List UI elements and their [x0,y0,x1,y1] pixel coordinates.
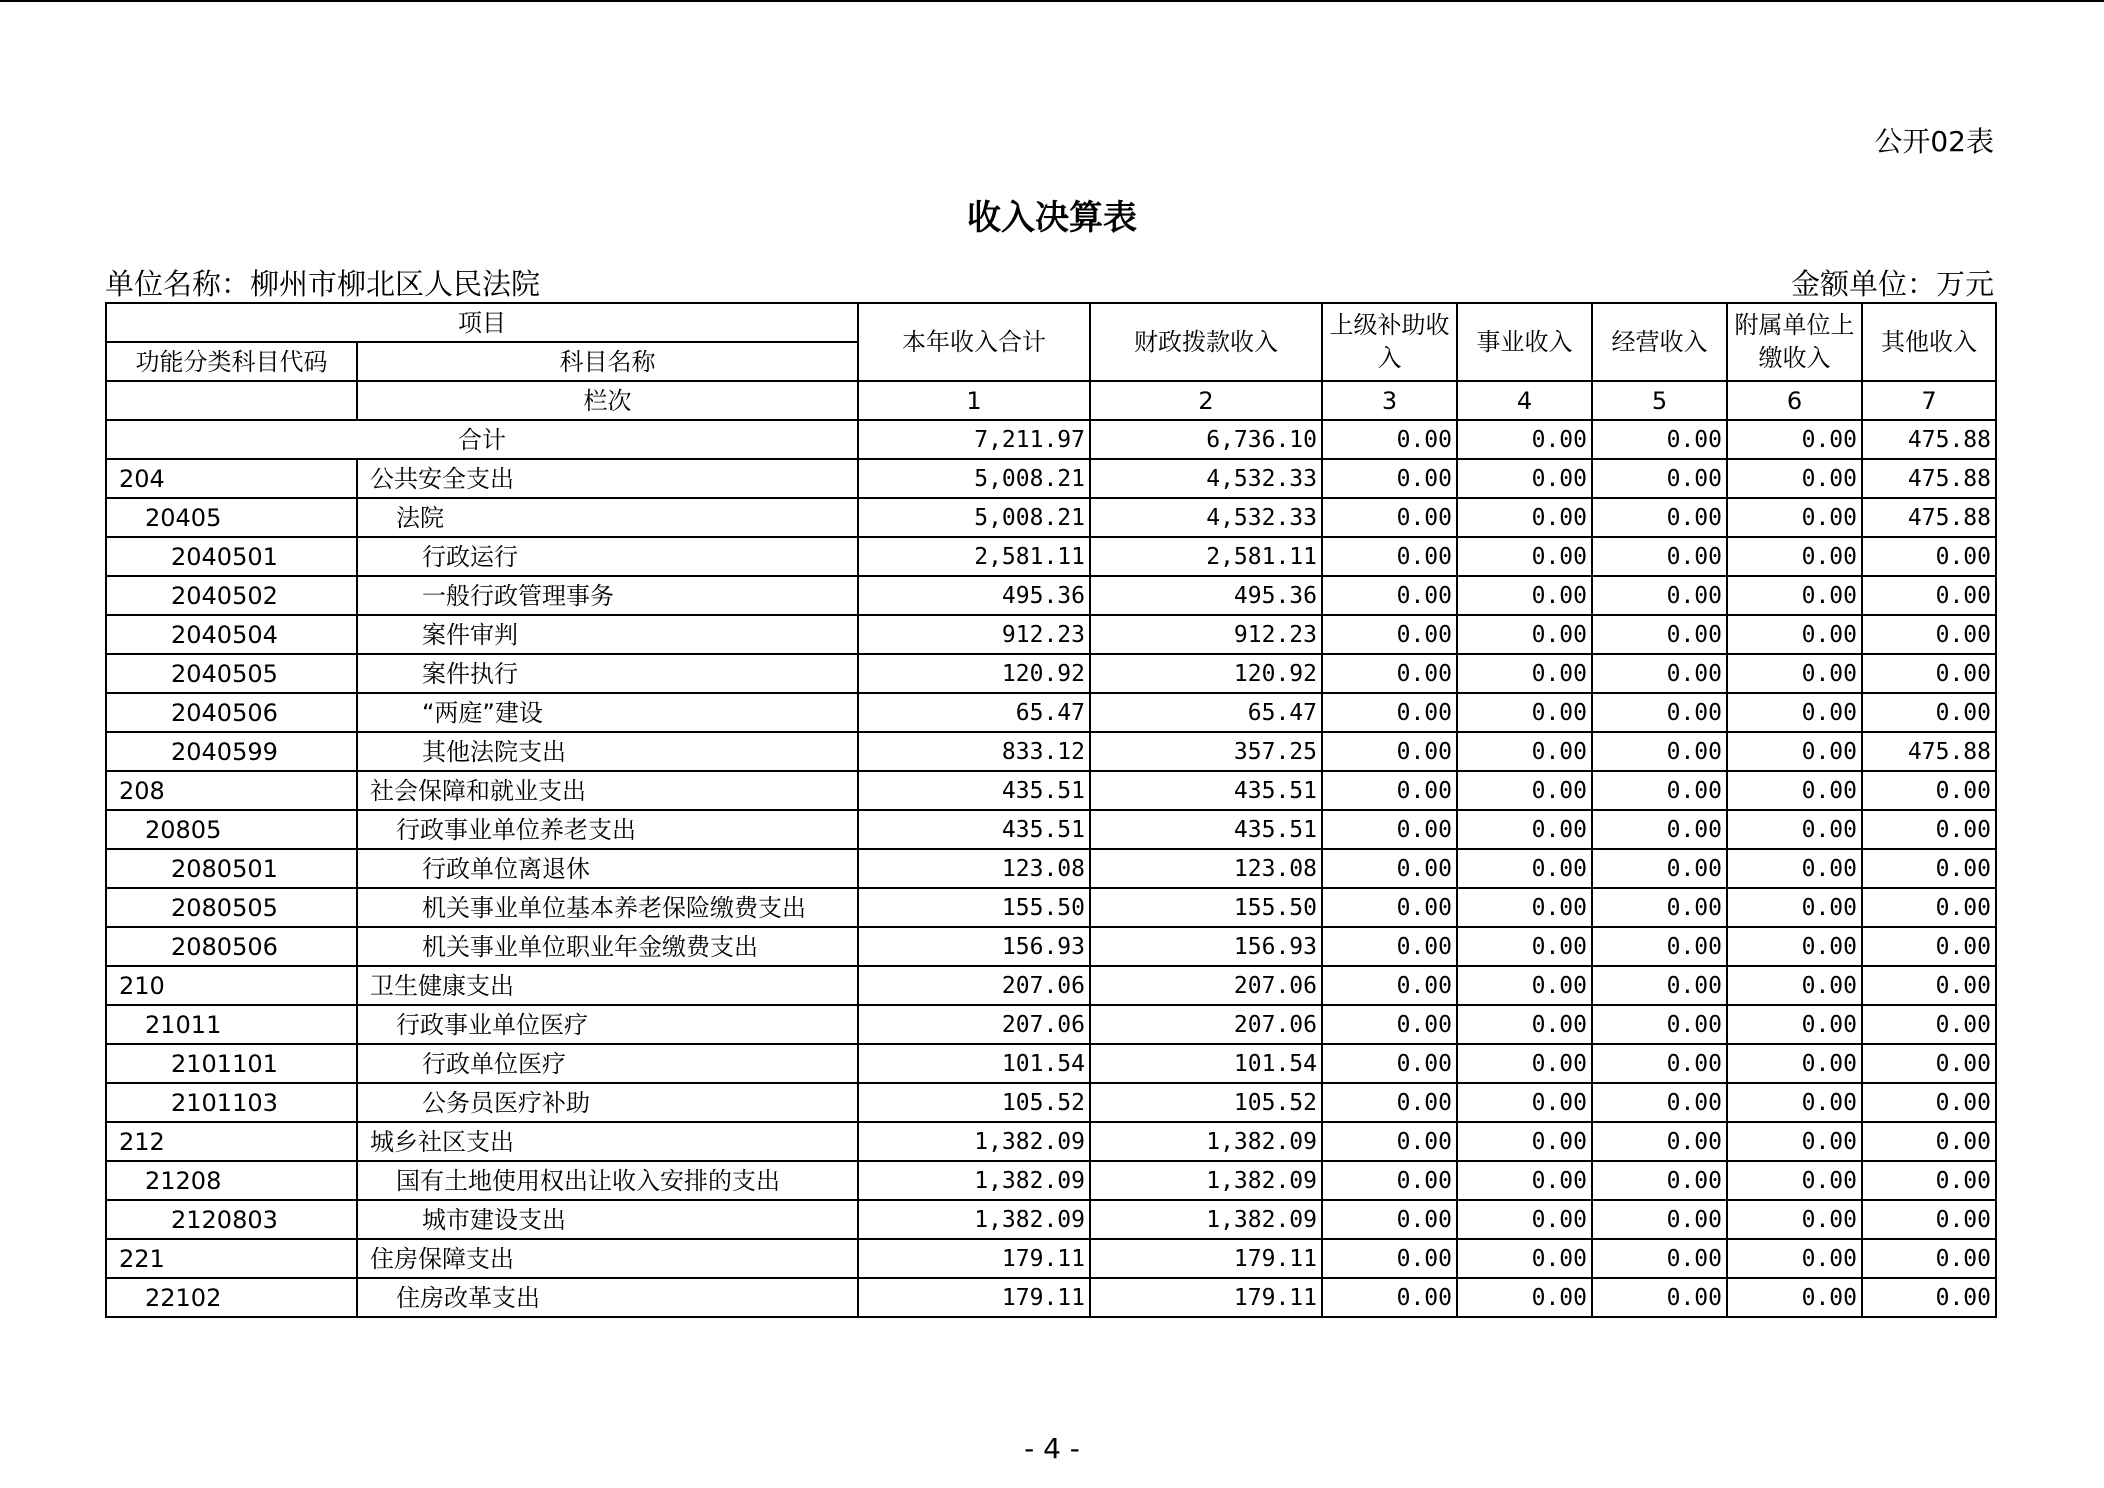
amount-cell: 0.00 [1592,1161,1727,1200]
amount-cell: 357.25 [1090,732,1322,771]
amount-cell: 0.00 [1862,693,1996,732]
amount-cell: 105.52 [858,1083,1090,1122]
amount-cell: 0.00 [1322,1083,1457,1122]
amount-cell: 0.00 [1727,1239,1862,1278]
amount-cell: 179.11 [1090,1239,1322,1278]
subject-name: 案件执行 [357,654,858,693]
amount-cell: 0.00 [1322,576,1457,615]
amount-cell: 0.00 [1457,498,1592,537]
amount-cell: 0.00 [1322,498,1457,537]
amount-cell: 156.93 [858,927,1090,966]
subject-name: “两庭”建设 [357,693,858,732]
amount-cell: 0.00 [1592,1005,1727,1044]
table-row [106,888,1996,927]
amount-cell: 833.12 [858,732,1090,771]
subject-name: 卫生健康支出 [357,966,858,1005]
amount-cell: 0.00 [1592,576,1727,615]
subject-code: 2040501 [106,537,357,576]
amount-cell: 0.00 [1457,966,1592,1005]
subject-name: 公务员医疗补助 [357,1083,858,1122]
amount-cell: 0.00 [1592,888,1727,927]
amount-cell: 0.00 [1457,732,1592,771]
subject-code: 2040505 [106,654,357,693]
amount-cell: 0.00 [1457,1083,1592,1122]
amount-cell: 0.00 [1457,927,1592,966]
amount-cell: 0.00 [1322,1005,1457,1044]
table-row [106,1083,1996,1122]
amount-cell: 0.00 [1322,654,1457,693]
subject-code: 2040506 [106,693,357,732]
amount-cell: 5,008.21 [858,498,1090,537]
amount-cell: 0.00 [1457,537,1592,576]
amount-cell: 155.50 [1090,888,1322,927]
amount-cell: 155.50 [858,888,1090,927]
amount-cell: 0.00 [1322,693,1457,732]
column-number: 4 [1457,381,1592,420]
amount-cell: 0.00 [1457,654,1592,693]
column-number: 6 [1727,381,1862,420]
amount-cell: 0.00 [1862,1044,1996,1083]
total-value: 0.00 [1322,420,1457,459]
subject-name: 城乡社区支出 [357,1122,858,1161]
amount-cell: 0.00 [1727,966,1862,1005]
amount-cell: 0.00 [1457,459,1592,498]
table-row [106,654,1996,693]
amount-cell: 0.00 [1457,1122,1592,1161]
amount-cell: 179.11 [858,1239,1090,1278]
amount-cell: 0.00 [1592,1122,1727,1161]
amount-cell: 0.00 [1322,771,1457,810]
amount-cell: 0.00 [1727,1005,1862,1044]
amount-cell: 0.00 [1592,615,1727,654]
table-row [106,1005,1996,1044]
page-number: - 4 - [1024,1432,1080,1465]
table-row [106,1239,1996,1278]
amount-cell: 0.00 [1727,1083,1862,1122]
amount-cell: 0.00 [1727,1044,1862,1083]
amount-cell: 475.88 [1862,498,1996,537]
table-row [106,927,1996,966]
amount-cell: 0.00 [1457,693,1592,732]
amount-cell: 0.00 [1592,732,1727,771]
subject-name: 公共安全支出 [357,459,858,498]
amount-cell: 0.00 [1727,1278,1862,1317]
amount-cell: 0.00 [1592,459,1727,498]
amount-cell: 475.88 [1862,459,1996,498]
amount-cell: 0.00 [1322,459,1457,498]
amount-cell: 0.00 [1457,1239,1592,1278]
header-project: 项目 [106,303,858,342]
subject-code: 21208 [106,1161,357,1200]
amount-cell: 495.36 [858,576,1090,615]
subject-name: 城市建设支出 [357,1200,858,1239]
subject-name: 行政事业单位养老支出 [357,810,858,849]
amount-cell: 0.00 [1727,615,1862,654]
subject-code: 20805 [106,810,357,849]
header-col-6: 附属单位上缴收入 [1727,303,1862,381]
amount-cell: 0.00 [1862,1005,1996,1044]
amount-cell: 0.00 [1727,810,1862,849]
amount-cell: 1,382.09 [1090,1200,1322,1239]
header-col-5: 经营收入 [1592,303,1727,381]
table-row [106,1122,1996,1161]
amount-cell: 0.00 [1862,849,1996,888]
amount-cell: 0.00 [1862,888,1996,927]
table-row [106,1161,1996,1200]
table-row [106,615,1996,654]
amount-cell: 179.11 [1090,1278,1322,1317]
amount-cell: 0.00 [1592,849,1727,888]
amount-cell: 0.00 [1322,927,1457,966]
page-top-border [0,0,2104,2]
subject-code: 20405 [106,498,357,537]
amount-cell: 0.00 [1592,654,1727,693]
amount-cell: 0.00 [1862,771,1996,810]
amount-cell: 2,581.11 [858,537,1090,576]
header-row-1 [106,303,1996,342]
total-value: 6,736.10 [1090,420,1322,459]
subject-code: 2120803 [106,1200,357,1239]
row-label: 栏次 [357,381,858,420]
amount-cell: 0.00 [1862,537,1996,576]
total-value: 0.00 [1727,420,1862,459]
header-col-3: 上级补助收入 [1322,303,1457,381]
total-row [106,420,1996,459]
amount-cell: 435.51 [858,810,1090,849]
column-number: 1 [858,381,1090,420]
column-number-blank [106,381,357,420]
subject-name: 一般行政管理事务 [357,576,858,615]
table-row [106,732,1996,771]
amount-cell: 0.00 [1457,810,1592,849]
amount-cell: 0.00 [1862,654,1996,693]
amount-cell: 0.00 [1457,888,1592,927]
amount-cell: 0.00 [1322,888,1457,927]
amount-cell: 0.00 [1592,693,1727,732]
amount-cell: 0.00 [1322,1122,1457,1161]
subject-code: 22102 [106,1278,357,1317]
amount-cell: 65.47 [1090,693,1322,732]
amount-cell: 207.06 [1090,966,1322,1005]
header-col-7: 其他收入 [1862,303,1996,381]
amount-cell: 0.00 [1457,849,1592,888]
amount-cell: 65.47 [858,693,1090,732]
amount-cell: 0.00 [1862,1278,1996,1317]
amount-cell: 0.00 [1457,1044,1592,1083]
subject-code: 212 [106,1122,357,1161]
subject-name: 机关事业单位基本养老保险缴费支出 [357,888,858,927]
amount-cell: 123.08 [1090,849,1322,888]
amount-cell: 0.00 [1322,732,1457,771]
total-value: 7,211.97 [858,420,1090,459]
subject-name: 机关事业单位职业年金缴费支出 [357,927,858,966]
amount-cell: 207.06 [1090,1005,1322,1044]
subject-code: 21011 [106,1005,357,1044]
subject-code: 221 [106,1239,357,1278]
amount-cell: 0.00 [1457,615,1592,654]
subject-name: 国有土地使用权出让收入安排的支出 [357,1161,858,1200]
amount-unit: 金额单位：万元 [1790,267,1994,301]
amount-cell: 120.92 [1090,654,1322,693]
total-value: 0.00 [1457,420,1592,459]
table-row [106,810,1996,849]
amount-cell: 0.00 [1727,693,1862,732]
amount-cell: 0.00 [1322,849,1457,888]
subject-code: 2080501 [106,849,357,888]
header-col-1: 本年收入合计 [858,303,1090,381]
amount-cell: 0.00 [1727,654,1862,693]
total-value: 475.88 [1862,420,1996,459]
amount-cell: 0.00 [1727,1200,1862,1239]
header-func-code: 功能分类科目代码 [106,342,357,381]
amount-cell: 912.23 [1090,615,1322,654]
subject-name: 行政事业单位医疗 [357,1005,858,1044]
amount-cell: 0.00 [1457,1005,1592,1044]
table-row [106,771,1996,810]
table-row [106,498,1996,537]
subject-code: 210 [106,966,357,1005]
amount-cell: 0.00 [1457,1200,1592,1239]
subject-code: 208 [106,771,357,810]
amount-cell: 0.00 [1322,1239,1457,1278]
amount-cell: 0.00 [1862,615,1996,654]
subject-name: 行政运行 [357,537,858,576]
header-subject-name: 科目名称 [357,342,858,381]
total-value: 0.00 [1592,420,1727,459]
amount-cell: 1,382.09 [1090,1122,1322,1161]
amount-cell: 4,532.33 [1090,459,1322,498]
amount-cell: 0.00 [1592,1278,1727,1317]
amount-cell: 0.00 [1862,927,1996,966]
amount-cell: 0.00 [1727,498,1862,537]
amount-cell: 4,532.33 [1090,498,1322,537]
amount-cell: 0.00 [1727,732,1862,771]
subject-name: 行政单位离退休 [357,849,858,888]
amount-cell: 120.92 [858,654,1090,693]
amount-cell: 0.00 [1322,1200,1457,1239]
amount-cell: 0.00 [1322,966,1457,1005]
amount-cell: 0.00 [1862,1239,1996,1278]
amount-cell: 123.08 [858,849,1090,888]
amount-cell: 0.00 [1322,537,1457,576]
amount-cell: 0.00 [1727,576,1862,615]
table-row [106,966,1996,1005]
amount-cell: 105.52 [1090,1083,1322,1122]
document-title: 收入决算表 [967,198,1137,238]
header-col-4: 事业收入 [1457,303,1592,381]
amount-cell: 475.88 [1862,732,1996,771]
column-number: 7 [1862,381,1996,420]
amount-cell: 0.00 [1727,459,1862,498]
amount-cell: 0.00 [1727,537,1862,576]
amount-cell: 0.00 [1592,966,1727,1005]
amount-cell: 0.00 [1322,1044,1457,1083]
amount-cell: 0.00 [1592,1200,1727,1239]
amount-cell: 0.00 [1727,1161,1862,1200]
amount-cell: 0.00 [1592,810,1727,849]
amount-cell: 495.36 [1090,576,1322,615]
amount-cell: 0.00 [1862,810,1996,849]
table-row [106,576,1996,615]
amount-cell: 1,382.09 [858,1122,1090,1161]
amount-cell: 0.00 [1322,615,1457,654]
table-row [106,1200,1996,1239]
amount-cell: 0.00 [1727,888,1862,927]
amount-cell: 0.00 [1592,1044,1727,1083]
subject-name: 法院 [357,498,858,537]
unit-name: 单位名称：柳州市柳北区人民法院 [105,267,541,301]
amount-cell: 0.00 [1457,771,1592,810]
subject-name: 住房改革支出 [357,1278,858,1317]
subject-code: 2080505 [106,888,357,927]
column-number: 2 [1090,381,1322,420]
amount-cell: 0.00 [1322,1161,1457,1200]
amount-cell: 0.00 [1457,1161,1592,1200]
amount-cell: 0.00 [1592,771,1727,810]
amount-cell: 0.00 [1592,1239,1727,1278]
table-row [106,1044,1996,1083]
amount-cell: 101.54 [858,1044,1090,1083]
amount-cell: 0.00 [1322,1278,1457,1317]
amount-cell: 0.00 [1592,537,1727,576]
subject-code: 2080506 [106,927,357,966]
amount-cell: 0.00 [1727,849,1862,888]
header-col-2: 财政拨款收入 [1090,303,1322,381]
subject-name: 行政单位医疗 [357,1044,858,1083]
column-number-row [106,381,1996,420]
amount-cell: 0.00 [1862,1122,1996,1161]
amount-cell: 0.00 [1592,1083,1727,1122]
amount-cell: 179.11 [858,1278,1090,1317]
subject-code: 2040599 [106,732,357,771]
subject-code: 2040502 [106,576,357,615]
amount-cell: 156.93 [1090,927,1322,966]
amount-cell: 435.51 [1090,771,1322,810]
amount-cell: 5,008.21 [858,459,1090,498]
amount-cell: 101.54 [1090,1044,1322,1083]
subject-name: 社会保障和就业支出 [357,771,858,810]
amount-cell: 0.00 [1322,810,1457,849]
column-number: 3 [1322,381,1457,420]
amount-cell: 0.00 [1862,966,1996,1005]
table-row [106,1278,1996,1317]
amount-cell: 0.00 [1862,1083,1996,1122]
amount-cell: 1,382.09 [858,1200,1090,1239]
amount-cell: 0.00 [1727,927,1862,966]
subject-code: 204 [106,459,357,498]
amount-cell: 0.00 [1457,1278,1592,1317]
table-row [106,693,1996,732]
subject-code: 2101103 [106,1083,357,1122]
amount-cell: 0.00 [1592,498,1727,537]
amount-cell: 0.00 [1862,576,1996,615]
amount-cell: 207.06 [858,1005,1090,1044]
amount-cell: 0.00 [1862,1161,1996,1200]
income-statement-table [105,302,1997,1318]
total-label: 合计 [106,420,858,459]
amount-cell: 0.00 [1457,576,1592,615]
amount-cell: 0.00 [1727,771,1862,810]
amount-cell: 1,382.09 [858,1161,1090,1200]
subject-code: 2101101 [106,1044,357,1083]
amount-cell: 0.00 [1592,927,1727,966]
subject-code: 2040504 [106,615,357,654]
amount-cell: 0.00 [1727,1122,1862,1161]
table-row [106,849,1996,888]
amount-cell: 435.51 [1090,810,1322,849]
subject-name: 其他法院支出 [357,732,858,771]
subject-name: 住房保障支出 [357,1239,858,1278]
amount-cell: 207.06 [858,966,1090,1005]
amount-cell: 1,382.09 [1090,1161,1322,1200]
amount-cell: 2,581.11 [1090,537,1322,576]
table-row [106,537,1996,576]
subject-name: 案件审判 [357,615,858,654]
amount-cell: 912.23 [858,615,1090,654]
table-body [106,420,1996,1317]
column-number: 5 [1592,381,1727,420]
table-row [106,459,1996,498]
form-code: 公开02表 [1874,125,1994,158]
amount-cell: 0.00 [1862,1200,1996,1239]
amount-cell: 435.51 [858,771,1090,810]
